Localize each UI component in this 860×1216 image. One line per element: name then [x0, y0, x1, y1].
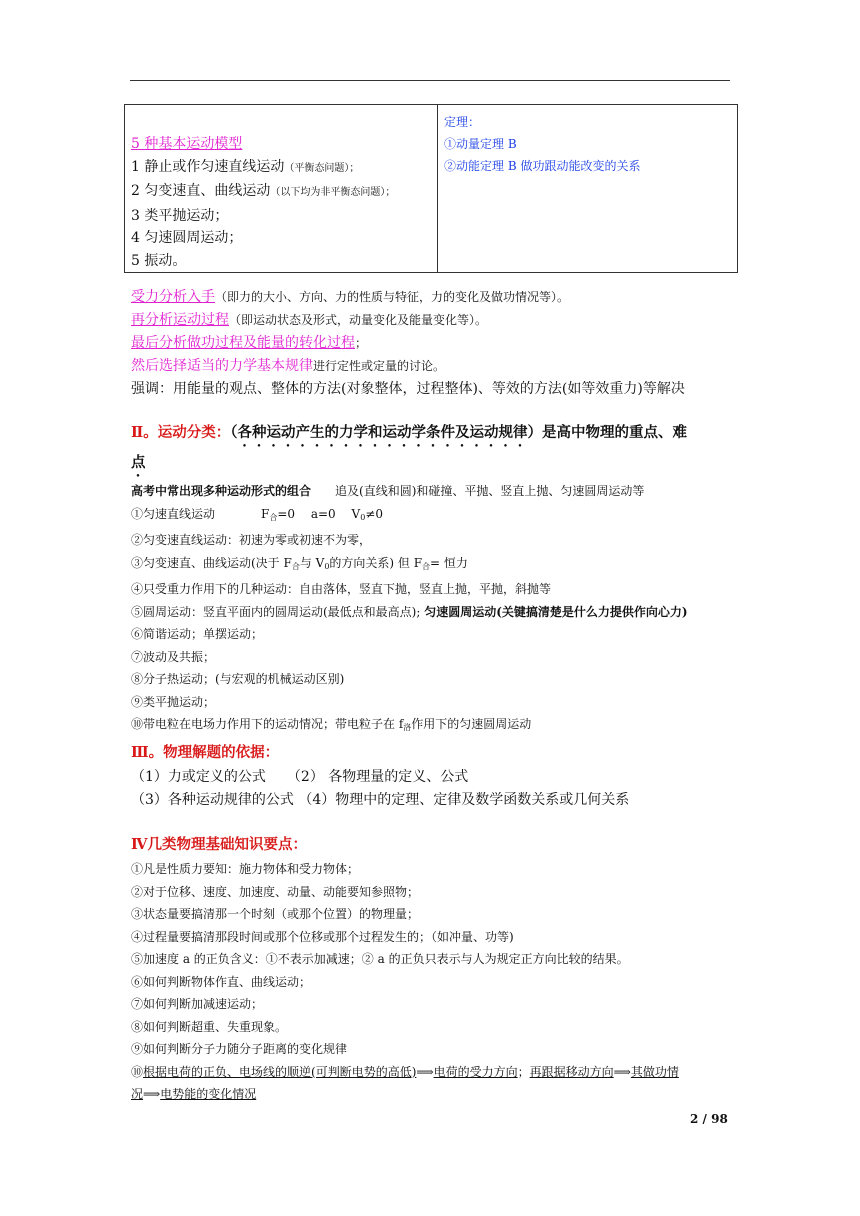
motion-item: ⑥简谐运动；单摆运动；	[131, 627, 264, 641]
motion-item: ⑤圆周运动：竖直平面内的圆周运动(最低点和最高点); 匀速圆周运动(关键搞清楚是什么力提供作向心力)	[131, 604, 688, 619]
section-3-heading: Ⅲ。物理解题的依据：	[131, 744, 280, 761]
knowledge-item: ⑦如何判断加减速运动；	[131, 997, 264, 1011]
motion-item: ⑨类平抛运动；	[131, 694, 216, 709]
method-emphasis: 强调：用能量的观点、整体的方法(对象整体，过程整体)、等效的方法(如等效重力)等解决	[131, 381, 685, 397]
model-table	[124, 104, 738, 273]
motion-item: ⑧分子热运动；(与宏观的机械运动区别)	[131, 672, 345, 686]
knowledge-item-cont: 况⟹电势能的变化情况	[131, 1087, 257, 1101]
model-item: 4 匀速圆周运动；	[131, 230, 243, 246]
model-item: 1 静止或作匀速直线运动（平衡态问题）；	[131, 158, 360, 175]
motion-item: ⑩带电粒在电场力作用下的运动情况；带电粒子在 $f_洛$作用下的匀速圆周运动	[131, 717, 532, 732]
knowledge-item: ⑧如何判断超重、失重现象。	[131, 1019, 288, 1034]
section-4-heading: Ⅳ几类物理基础知识要点：	[131, 836, 307, 853]
model-item: 5 振动。	[131, 252, 187, 269]
method-line: 然后选择适当的力学基本规律进行定性或定量的讨论。	[131, 358, 446, 374]
method-section	[131, 286, 741, 401]
knowledge-item: ⑩根据电荷的正负、电场线的顺逆(可判断电势的高低)⟹电荷的受力方向；再跟据移动方向⟹其做功情	[131, 1064, 679, 1079]
knowledge-item: ③状态量要搞清那一个时刻（或那个位置）的物理量；	[131, 907, 420, 921]
motion-item: ③匀变速直、曲线运动(决于 $F_合$与 $V_0$的方向关系) 但 $F_合=$ 恒力	[131, 555, 468, 571]
method-line: 最后分析做功过程及能量的转化过程；	[131, 335, 368, 351]
knowledge-item: ①凡是性质力要知：施力物体和受力物体；	[131, 862, 360, 876]
basis-line: （1）力或定义的公式 （2） 各物理量的定义、公式	[131, 769, 469, 785]
section-2	[131, 420, 741, 740]
section-2-lead: 高考中常出现多种运动形式的组合 追及(直线和圆)和碰撞、平抛、竖直上抛、匀速圆周运动等	[131, 484, 645, 498]
motion-item: ②匀变速直线运动：初速为零或初速不为零，	[131, 533, 372, 547]
motion-item: ⑦波动及共振；	[131, 649, 216, 664]
motion-item: ①匀速直线运动 $F_合=0$ a=0 $V_0\ne 0$	[131, 506, 383, 522]
model-item: 3 类平抛运动；	[131, 207, 229, 224]
implies-arrow-icon: ⟹	[613, 1064, 631, 1079]
header-rule	[130, 80, 730, 81]
knowledge-item: ⑨如何判断分子力随分子距离的变化规律	[131, 1042, 348, 1056]
model-item: 2 匀变速直、曲线运动（以下均为非平衡态问题）；	[131, 183, 396, 199]
section-2-heading: Ⅱ。运动分类：（各种运动产生的力学和运动学条件及运动规律）是高中物理的重点、难	[131, 424, 687, 441]
theorem-heading: 定理：	[444, 115, 481, 129]
knowledge-item: ④过程量要搞清那段时间或那个位移或那个过程发生的；（如冲量、功等)	[131, 929, 514, 944]
implies-arrow-icon: ⟹	[416, 1064, 434, 1079]
motion-item: ④只受重力作用下的几种运动：自由落体，竖直下抛，竖直上抛，平抛，斜抛等	[131, 582, 552, 596]
basis-line: （3）各种运动规律的公式 （4）物理中的定理、定律及数学函数关系或几何关系	[131, 792, 630, 808]
theorem-item: ②动能定理 B 做功跟动能改变的关系	[444, 159, 641, 173]
method-line: 再分析运动过程（即运动状态及形式，动量变化及能量变化等）。	[131, 312, 488, 328]
knowledge-item: ②对于位移、速度、加速度、动量、动能要知参照物；	[131, 884, 420, 899]
implies-arrow-icon: ⟹	[143, 1087, 161, 1101]
model-list-cell	[125, 105, 438, 273]
theorem-cell	[438, 105, 738, 273]
section-3	[131, 740, 741, 812]
theorem-item: ①动量定理 B	[444, 137, 517, 151]
section-2-heading-cont: 点	[131, 454, 146, 471]
knowledge-item: ⑤加速度 a 的正负含义：①不表示加减速；② a 的正负只表示与人为规定正方向比较的结果。	[131, 952, 629, 966]
model-list-title: 5 种基本运动模型	[131, 136, 243, 152]
knowledge-item: ⑥如何判断物体作直、曲线运动；	[131, 974, 312, 989]
method-line: 受力分析入手（即力的大小、方向、力的性质与特征，力的变化及做功情况等）。	[131, 289, 570, 305]
page-number: 2 / 98	[690, 1112, 728, 1126]
section-4	[131, 832, 741, 1106]
